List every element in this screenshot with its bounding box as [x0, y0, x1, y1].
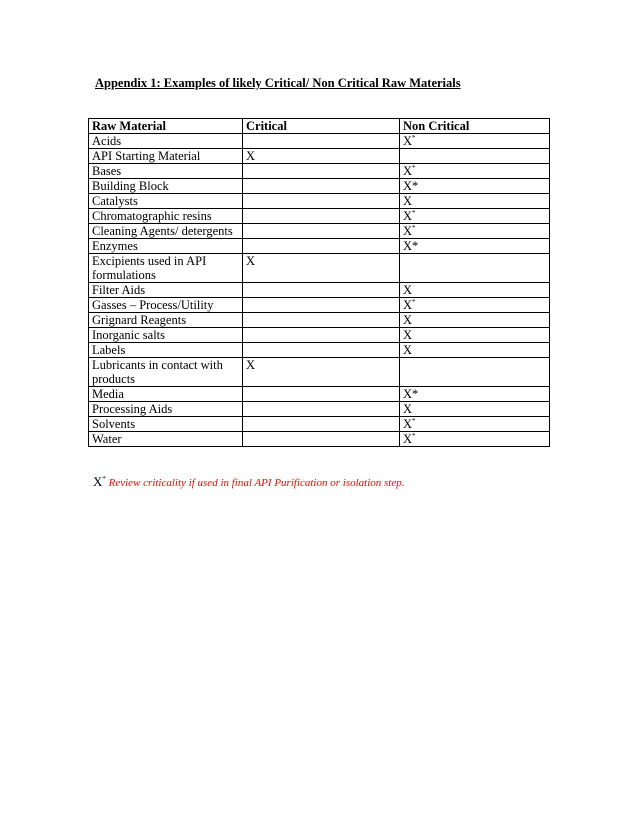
non-critical-cell [400, 402, 550, 417]
non-critical-value: X [403, 209, 413, 223]
raw-material-cell: Filter Aids [89, 283, 243, 298]
non-critical-cell [400, 164, 550, 179]
critical-cell [243, 134, 400, 149]
non-critical-value: X* [403, 179, 419, 193]
table-row [89, 417, 550, 432]
non-critical-value: X [403, 343, 413, 357]
raw-material-cell: Excipients used in API formulations [89, 254, 243, 283]
column-header-critical: Critical [243, 119, 400, 134]
raw-material-cell: Grignard Reagents [89, 313, 243, 328]
raw-material-cell: Lubricants in contact with products [89, 358, 243, 387]
non-critical-mark: * [412, 209, 416, 217]
raw-materials-table [88, 118, 550, 447]
raw-material-cell: Water [89, 432, 243, 447]
non-critical-cell [400, 239, 550, 254]
non-critical-cell [400, 224, 550, 239]
non-critical-cell [400, 283, 550, 298]
table-row [89, 283, 550, 298]
critical-cell [243, 298, 400, 313]
critical-cell [243, 387, 400, 402]
non-critical-mark: * [412, 164, 416, 172]
table-row [89, 164, 550, 179]
non-critical-cell [400, 209, 550, 224]
non-critical-cell [400, 387, 550, 402]
raw-material-cell: Cleaning Agents/ detergents [89, 224, 243, 239]
critical-cell [243, 417, 400, 432]
non-critical-mark: * [412, 298, 416, 306]
critical-cell [243, 164, 400, 179]
non-critical-cell [400, 358, 550, 387]
column-header-non-critical: Non Critical [400, 119, 550, 134]
raw-material-cell: Labels [89, 343, 243, 358]
raw-material-cell: Acids [89, 134, 243, 149]
table-row [89, 239, 550, 254]
table-row [89, 402, 550, 417]
non-critical-value: X [403, 313, 413, 327]
non-critical-value: X [403, 164, 413, 178]
critical-cell [243, 328, 400, 343]
critical-cell [243, 283, 400, 298]
non-critical-cell [400, 298, 550, 313]
non-critical-value: X [403, 224, 413, 238]
table-row [89, 298, 550, 313]
raw-material-cell: Inorganic salts [89, 328, 243, 343]
page-title: Appendix 1: Examples of likely Critical/ Non Critical Raw Materials [95, 76, 461, 90]
non-critical-cell [400, 417, 550, 432]
non-critical-value: X [403, 298, 413, 312]
raw-material-cell: Building Block [89, 179, 243, 194]
non-critical-mark: * [412, 134, 416, 142]
raw-material-cell: Chromatographic resins [89, 209, 243, 224]
non-critical-cell [400, 343, 550, 358]
non-critical-cell [400, 328, 550, 343]
critical-cell [243, 194, 400, 209]
non-critical-value: X [403, 283, 413, 297]
critical-cell: X [243, 149, 400, 164]
table-row [89, 328, 550, 343]
table-row [89, 432, 550, 447]
table-row [89, 194, 550, 209]
critical-cell [243, 224, 400, 239]
non-critical-value: X [403, 328, 413, 342]
critical-cell: X [243, 254, 400, 283]
non-critical-mark: * [412, 432, 416, 440]
table-row [89, 179, 550, 194]
critical-cell [243, 432, 400, 447]
table-row [89, 387, 550, 402]
raw-material-cell: API Starting Material [89, 149, 243, 164]
critical-cell [243, 239, 400, 254]
non-critical-value: X* [403, 387, 419, 401]
raw-material-cell: Processing Aids [89, 402, 243, 417]
table-row [89, 313, 550, 328]
non-critical-cell [400, 179, 550, 194]
non-critical-mark: * [412, 224, 416, 232]
non-critical-cell [400, 149, 550, 164]
table-header-row [89, 119, 550, 134]
critical-cell [243, 343, 400, 358]
non-critical-cell [400, 313, 550, 328]
raw-material-cell: Gasses – Process/Utility [89, 298, 243, 313]
table-row [89, 358, 550, 387]
critical-cell: X [243, 358, 400, 387]
table-row [89, 209, 550, 224]
footnote-mark: X* [93, 474, 106, 489]
non-critical-cell [400, 194, 550, 209]
raw-material-cell: Enzymes [89, 239, 243, 254]
column-header-raw-material: Raw Material [89, 119, 243, 134]
critical-cell [243, 313, 400, 328]
non-critical-value: X* [403, 239, 419, 253]
non-critical-mark: * [412, 417, 416, 425]
table-row [89, 224, 550, 239]
non-critical-cell [400, 134, 550, 149]
table-row [89, 343, 550, 358]
table-row [89, 134, 550, 149]
footnote [93, 474, 405, 490]
critical-cell [243, 209, 400, 224]
non-critical-cell [400, 432, 550, 447]
non-critical-value: X [403, 194, 413, 208]
raw-material-cell: Bases [89, 164, 243, 179]
non-critical-value: X [403, 417, 413, 431]
table-row [89, 149, 550, 164]
raw-material-cell: Solvents [89, 417, 243, 432]
raw-material-cell: Media [89, 387, 243, 402]
table-row [89, 254, 550, 283]
non-critical-value: X [403, 134, 413, 148]
raw-material-cell: Catalysts [89, 194, 243, 209]
critical-cell [243, 402, 400, 417]
non-critical-value: X [403, 402, 413, 416]
non-critical-value: X [403, 432, 413, 446]
critical-cell [243, 179, 400, 194]
non-critical-cell [400, 254, 550, 283]
footnote-text: Review criticality if used in final API Purification or isolation step. [108, 477, 405, 489]
